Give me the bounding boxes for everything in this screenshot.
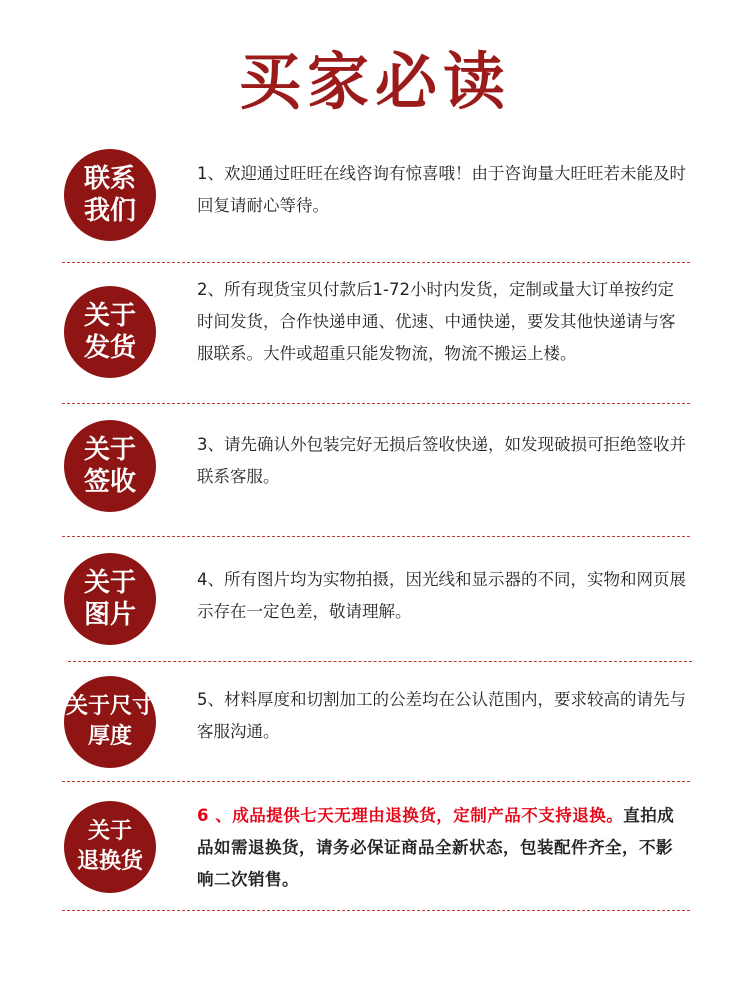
badge-line: 关于尺寸 — [65, 694, 154, 719]
badge-shipping — [64, 286, 156, 378]
badge-line: 我们 — [83, 196, 136, 226]
returns-text — [197, 800, 687, 896]
page-title: 买家必读 — [238, 45, 511, 118]
badge-line: 退换货 — [76, 849, 143, 874]
divider — [68, 661, 692, 662]
divider — [62, 262, 690, 263]
badge-line: 签收 — [83, 467, 136, 497]
returns-highlight: 6 、成品提供七天无理由退换货，定制产品不支持退换。 — [197, 806, 624, 825]
badge-receipt — [64, 420, 156, 512]
badge-line: 关于 — [83, 301, 136, 331]
badge-line: 厚度 — [87, 724, 132, 749]
badge-returns — [64, 801, 156, 893]
badge-line: 关于 — [83, 435, 136, 465]
receipt-text: 3、请先确认外包装完好无损后签收快递，如发现破损可拒绝签收并联系客服。 — [197, 435, 686, 486]
pictures-text: 4、所有图片均为实物拍摄，因光线和显示器的不同，实物和网页展示存在一定色差，敬请理解。 — [197, 570, 686, 621]
badge-pictures — [64, 553, 156, 645]
shipping-text: 2、所有现货宝贝付款后1-72小时内发货，定制或量大订单按约定时间发货，合作快递申通、优速、中通快递，要发其他快递请与客服联系。大件或超重只能发物流，物流不搬运上楼。 — [197, 280, 676, 363]
divider — [62, 403, 690, 404]
divider — [62, 910, 690, 911]
badge-line: 发货 — [83, 333, 136, 363]
divider — [62, 536, 690, 537]
badge-line: 图片 — [83, 600, 136, 630]
size-text: 5、材料厚度和切割加工的公差均在公认范围内，要求较高的请先与客服沟通。 — [197, 690, 686, 741]
divider — [62, 781, 690, 782]
contact-text: 1、欢迎通过旺旺在线咨询有惊喜哦！由于咨询量大旺旺若未能及时回复请耐心等待。 — [197, 164, 686, 215]
badge-line: 关于 — [83, 568, 136, 598]
badge-line: 联系 — [83, 164, 136, 194]
badge-contact-us — [64, 149, 156, 241]
returns-rest: 直拍成品如需退换货，请务必保证商品全新状态，包装配件齐全，不影响二次销售。 — [197, 806, 675, 889]
badge-line: 关于 — [87, 819, 132, 844]
badge-size-thickness — [64, 676, 156, 768]
